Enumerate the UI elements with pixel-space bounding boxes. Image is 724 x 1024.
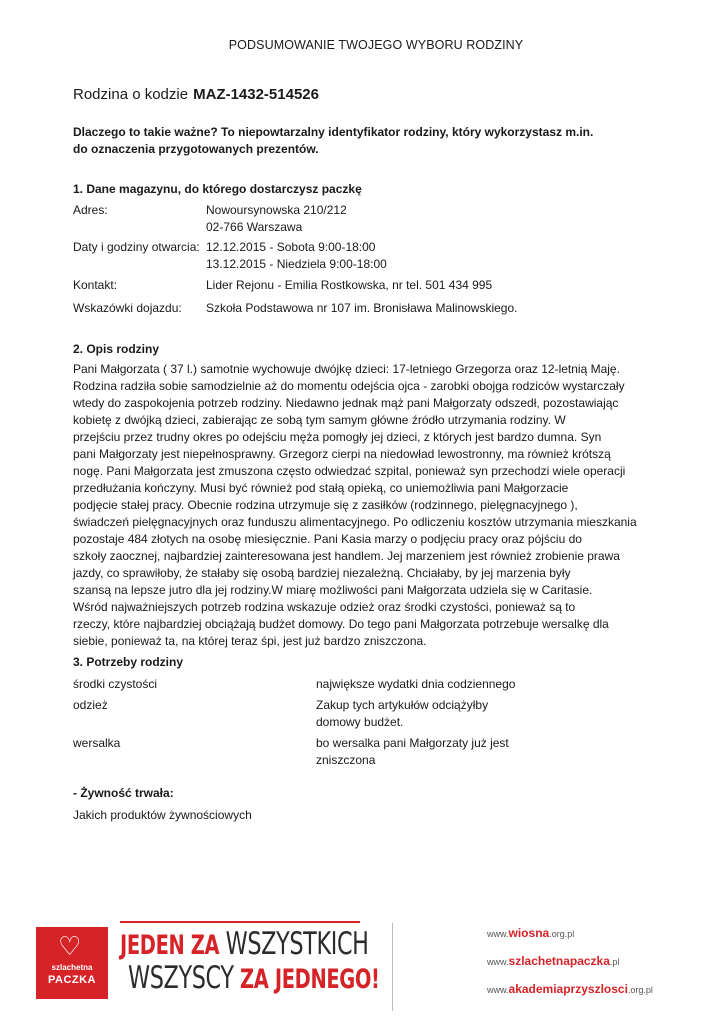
link-prefix: www. [487, 929, 509, 939]
hours-line-1: 12.12.2015 - Sobota 9:00-18:00 [206, 240, 376, 254]
description-line: wtedy do zaspokojenia potrzeb rodziny. Niedawno jednak mąż pani Małgorzaty odszedł, pozostawiając [73, 396, 619, 410]
need-name: wersalka [73, 736, 121, 750]
page-title [0, 38, 724, 52]
description-line: szansą na lepsze jutro dla jej rodziny.W miarę możliwości pani Małgorzata udziela się w Caritasie. [73, 583, 593, 597]
description-line: kobietę z dwójką dzieci, zabierając ze sobą tym samym główne źródło utrzymania rodziny. W [73, 413, 566, 427]
link-wiosna[interactable] [487, 926, 574, 940]
page-title-text: PODSUMOWANIE TWOJEGO WYBORU RODZINY [228, 38, 524, 52]
need-name: środki czystości [73, 677, 158, 691]
szlachetna-paczka-logo [36, 927, 108, 999]
warehouse-heading: 1. Dane magazynu, do którego dostarczysz paczkę [73, 182, 362, 196]
hours-label: Daty i godziny otwarcia: [73, 240, 200, 254]
link-suffix: .org.pl [549, 929, 575, 939]
slogan-part-3: WSZYSCY [128, 960, 234, 996]
why-line-1: Dlaczego to takie ważne? To niepowtarzalny identyfikator rodziny, który wykorzystasz m.in. [73, 125, 594, 139]
address-line-2: 02-766 Warszawa [206, 220, 303, 234]
address-label: Adres: [73, 203, 108, 217]
hours-line-2: 13.12.2015 - Niedziela 9:00-18:00 [206, 257, 387, 271]
why-line-2: do oznaczenia przygotowanych prezentów. [73, 142, 319, 156]
link-suffix: .pl [609, 957, 620, 967]
link-suffix: .org.pl [627, 985, 653, 995]
need-reason: Zakup tych artykułów odciążyłby domowy budżet. [316, 698, 489, 729]
description-line: pozostaje 484 złotych na osobę miesięcznie. Pani Kasia marzy o podjęciu pracy oraz pójściu do [73, 532, 582, 546]
link-name: wiosna [508, 926, 550, 940]
footer [0, 915, 724, 1024]
slogan [120, 920, 380, 1010]
need-name: odzież [73, 698, 108, 712]
directions-value: Szkoła Podstawowa nr 107 im. Bronisława Malinowskiego. [206, 301, 518, 315]
address-line-1: Nowoursynowska 210/212 [206, 203, 347, 217]
description-line: świadczeń pielęgnacyjnych oraz funduszu alimentacyjnego. Po odliczeniu kosztów utrzymania mieszkania [73, 515, 637, 529]
description-line: szkoły zaocznej, najbardziej zainteresowana jest handlem. Jej marzeniem jest również zrobienie prawa [73, 549, 620, 563]
need-reason: bo wersalka pani Małgorzaty już jest zniszczona [316, 736, 509, 767]
link-prefix: www. [487, 957, 509, 967]
need-reason: największe wydatki dnia codziennego [316, 677, 516, 691]
family-description [73, 361, 643, 650]
slogan-part-4: ZA JEDNEGO! [240, 964, 380, 995]
family-code-label: Rodzina o kodzie [73, 86, 189, 103]
description-heading: 2. Opis rodziny [73, 342, 160, 356]
slogan-part-1: JEDEN ZA [120, 930, 220, 961]
slogan-part-2: WSZYSTKICH [225, 926, 369, 962]
description-line: siebie, ponieważ ta, na której teraz śpi, jest już bardzo zniszczona. [73, 634, 427, 648]
slogan-line-1 [120, 926, 369, 962]
family-code-line [73, 86, 319, 103]
logo-line-1: szlachetna [51, 963, 93, 972]
description-line: podjęcie stałej pracy. Obecnie rodzina utrzymuje się z zasiłków (rodzinnego, pielęgnacyjnego ), [73, 498, 578, 512]
contact-value: Lider Rejonu - Emilia Rostkowska, nr tel. 501 434 995 [206, 278, 493, 292]
link-prefix: www. [487, 985, 509, 995]
description-line: jazdy, co sprawiłoby, że stałaby się osobą bardziej niezależną. Chciałaby, by jej marzenia były [73, 566, 571, 580]
why-important-note [73, 124, 663, 158]
description-line: rzeczy, które najbardziej obciążają budżet domowy. Do tego pani Małgorzata potrzebuje wersalkę dla [73, 617, 609, 631]
description-line: Wśród najważniejszych potrzeb rodzina wskazuje odzież oraz środki czystości, ponieważ są to [73, 600, 576, 614]
food-heading: - Żywność trwała: [73, 786, 174, 800]
contact-label: Kontakt: [73, 278, 118, 292]
description-line: przedłużania kończyny. Musi być również pod stałą opieką, co uniemożliwia pani Małgorzacie [73, 481, 569, 495]
needs-heading: 3. Potrzeby rodziny [73, 655, 184, 669]
slogan-underline [120, 921, 360, 923]
link-akademiaprzyszlosci[interactable] [487, 982, 653, 996]
family-code: MAZ-1432-514526 [193, 86, 319, 103]
description-line: pani Małgorzaty jest niepełnosprawny. Grzegorz cierpi na niedowład lewostronny, ma również krótszą [73, 447, 611, 461]
directions-label: Wskazówki dojazdu: [73, 301, 182, 315]
description-line: przejściu przez trudny okres po odejściu męża pomogły jej dzieci, z których jest bardzo dumna. Syn [73, 430, 602, 444]
heart-icon: ♡ [58, 931, 82, 961]
logo-line-2: PACZKA [47, 974, 96, 986]
description-line: nogę. Pani Małgorzata jest zmuszona często odwiedzać szpital, ponieważ syn przechodzi wiele operacji [73, 464, 626, 478]
food-question: Jakich produktów żywnościowych [73, 808, 252, 822]
link-name: szlachetnapaczka [508, 954, 610, 968]
slogan-line-2 [128, 960, 380, 996]
link-szlachetnapaczka[interactable] [487, 954, 619, 968]
description-line: Rodzina radziła sobie samodzielnie aż do momentu odejścia ojca - zarobki obojga rodziców wystarczały [73, 379, 625, 393]
footer-divider [392, 923, 393, 1011]
description-line: Pani Małgorzata ( 37 l.) samotnie wychowuje dwójkę dzieci: 17-letniego Grzegorza oraz 12-letnią Maję. [73, 362, 620, 376]
link-name: akademiaprzyszlosci [508, 982, 628, 996]
